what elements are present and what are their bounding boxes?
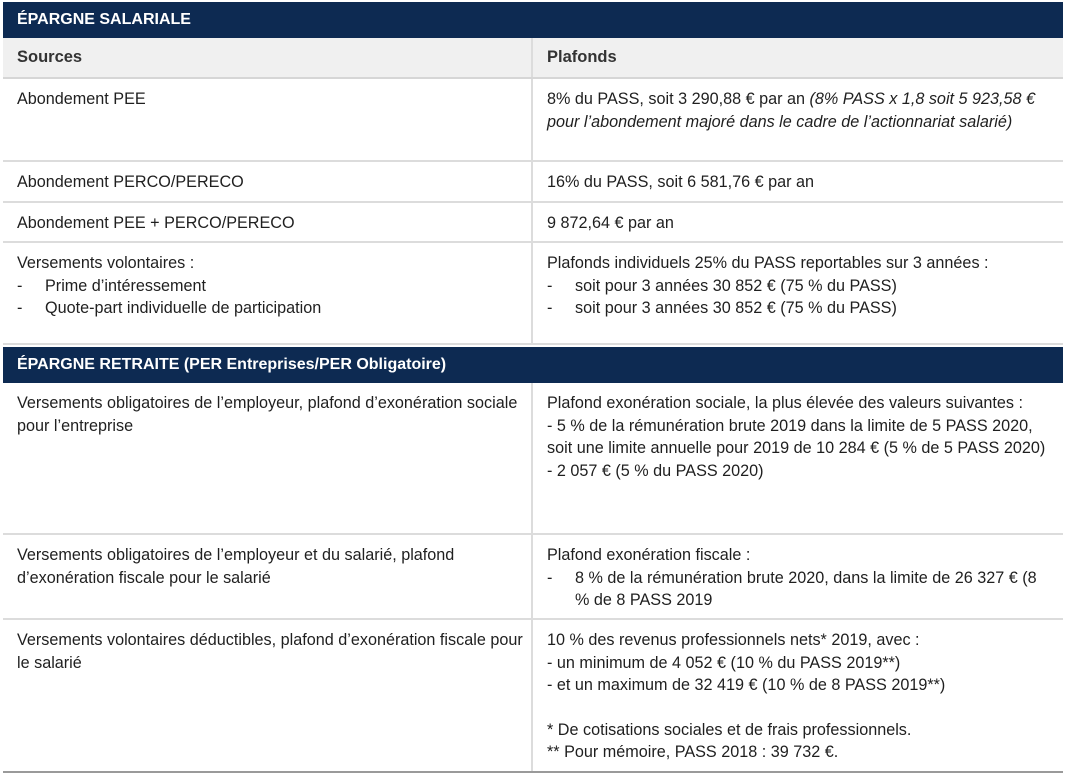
plafond-line: - un minimum de 4 052 € (10 % du PASS 2019**) bbox=[547, 653, 901, 672]
table-row bbox=[3, 383, 1063, 535]
source-cell: Abondement PERCO/PERECO bbox=[3, 162, 533, 201]
plafond-cell bbox=[533, 383, 1063, 533]
section-header-epargne-salariale: ÉPARGNE SALARIALE bbox=[3, 2, 1063, 38]
plafond-text: Plafond exonération fiscale : bbox=[547, 546, 751, 564]
plafond-cell: 9 872,64 € par an bbox=[547, 214, 674, 232]
table-row bbox=[3, 203, 1063, 243]
column-header-sources: Sources bbox=[3, 38, 533, 77]
plafond-text: 8% du PASS, soit 3 290,88 € par an bbox=[547, 90, 810, 108]
plafond-text: Plafonds individuels 25% du PASS reportables sur 3 années : bbox=[547, 254, 989, 272]
plafonds-table bbox=[3, 2, 1063, 773]
plafond-cell bbox=[533, 243, 1063, 343]
table-row bbox=[3, 243, 1063, 345]
plafond-line: - 2 057 € (5 % du PASS 2020) bbox=[547, 461, 764, 480]
list-item-text: 8 % de la rémunération brute 2020, dans la limite de 26 327 € (8 % de 8 PASS 2019 bbox=[575, 568, 1037, 609]
list-item: - Prime d’intéressement bbox=[17, 275, 531, 298]
table-row bbox=[3, 162, 1063, 203]
list-item-text: Prime d’intéressement bbox=[45, 276, 207, 295]
list-item: - soit pour 3 années 30 852 € (75 % du PASS) bbox=[547, 297, 1055, 320]
source-cell: Abondement PEE bbox=[3, 79, 533, 160]
plafond-cell bbox=[533, 535, 1063, 618]
list-item-text: soit pour 3 années 30 852 € (75 % du PASS) bbox=[575, 276, 897, 295]
source-cell: Versements volontaires déductibles, plafond d’exonération fiscale pour le salarié bbox=[3, 620, 533, 771]
column-header-row bbox=[3, 38, 1063, 79]
plafond-line: - et un maximum de 32 419 € (10 % de 8 PASS 2019**) bbox=[547, 676, 946, 694]
column-header-plafonds: Plafonds bbox=[547, 48, 617, 66]
list-item-text: Quote-part individuelle de participation bbox=[45, 299, 322, 317]
list-item-text: soit pour 3 années 30 852 € (75 % du PASS) bbox=[575, 299, 897, 317]
list-item: - soit pour 3 années 30 852 € (75 % du PASS) bbox=[547, 275, 1055, 298]
table-row bbox=[3, 535, 1063, 620]
source-cell: Versements obligatoires de l’employeur et du salarié, plafond d’exonération fiscale pour le salarié bbox=[3, 535, 533, 618]
list-item: - Quote-part individuelle de participation bbox=[17, 297, 531, 320]
plafond-line: 10 % des revenus professionnels nets* 2019, avec : bbox=[547, 631, 920, 649]
plafond-cell: 16% du PASS, soit 6 581,76 € par an bbox=[547, 173, 814, 191]
source-label: Versements volontaires : bbox=[17, 254, 195, 272]
section-header-epargne-retraite: ÉPARGNE RETRAITE (PER Entreprises/PER Obligatoire) bbox=[3, 347, 1063, 383]
source-cell: Abondement PEE + PERCO/PERECO bbox=[3, 203, 533, 241]
source-cell bbox=[3, 243, 533, 343]
source-cell: Versements obligatoires de l’employeur, plafond d’exonération sociale pour l’entreprise bbox=[3, 383, 533, 533]
list-item: - 8 % de la rémunération brute 2020, dans la limite de 26 327 € (8 % de 8 PASS 2019 bbox=[547, 567, 1055, 612]
table-row bbox=[3, 620, 1063, 773]
plafond-cell bbox=[533, 79, 1063, 160]
plafond-line: - 5 % de la rémunération brute 2019 dans la limite de 5 PASS 2020, soit une limite annuelle pour 2019 de 10 284 € (5 % de 5 PASS 2020) bbox=[547, 416, 1046, 457]
table-row bbox=[3, 79, 1063, 162]
footnote-line: ** Pour mémoire, PASS 2018 : 39 732 €. bbox=[547, 743, 839, 761]
plafond-note-italic: (8% PASS x 1,8 soit 5 923,58 € pour l’abondement majoré dans le cadre de l’actionnariat salarié) bbox=[547, 90, 1036, 131]
plafond-line: Plafond exonération sociale, la plus élevée des valeurs suivantes : bbox=[547, 394, 1024, 412]
plafond-cell bbox=[533, 620, 1063, 771]
footnote-line: * De cotisations sociales et de frais professionnels. bbox=[547, 720, 912, 739]
